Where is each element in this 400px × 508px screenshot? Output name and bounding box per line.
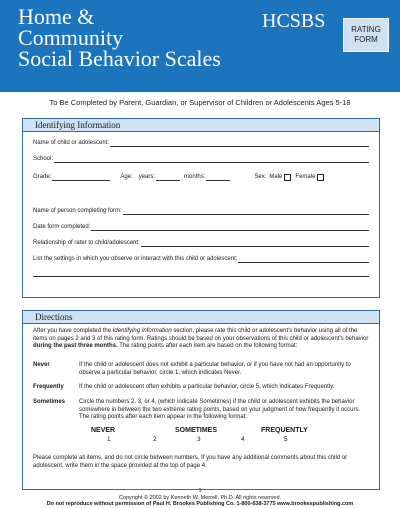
rating-badge-line-2: FORM xyxy=(354,35,378,44)
settings-row xyxy=(33,255,369,263)
date-completed-row xyxy=(33,223,369,231)
form-abbreviation: HCSBS xyxy=(262,10,326,32)
months-label: months: xyxy=(184,174,206,180)
directions-p1-text-a: After you have completed the xyxy=(33,328,113,334)
scale-number-4: 4 xyxy=(241,436,245,443)
directions-paragraph-1 xyxy=(33,328,369,351)
scale-sometimes-label: SOMETIMES xyxy=(175,427,218,434)
form-subtitle: To Be Completed by Parent, Guardian, or Supervisor of Children or Adolescents Ages 5-18 xyxy=(49,98,351,107)
scale-number-5: 5 xyxy=(284,436,288,443)
male-label: Male xyxy=(269,174,283,180)
grade-label: Grade: xyxy=(33,174,52,180)
years-label: years: xyxy=(138,174,156,180)
scale-number-2: 2 xyxy=(153,436,157,443)
female-label: Female xyxy=(295,174,316,180)
school-row xyxy=(33,155,369,163)
child-name-field[interactable] xyxy=(110,140,369,147)
never-term: Never xyxy=(33,362,50,368)
settings-extra-line[interactable] xyxy=(33,276,369,277)
scale-number-3: 3 xyxy=(197,436,201,443)
relationship-field[interactable] xyxy=(141,240,369,247)
title-line-3: Social Behavior Scales xyxy=(18,46,221,71)
completing-person-field[interactable] xyxy=(123,208,369,215)
grade-age-sex-row xyxy=(33,173,369,181)
directions-paragraph-2: Please complete all items, and do not circle between numbers. If you have any additional comments about this child or adolescent, write them in the space provided at the top of page 4. xyxy=(33,455,348,469)
male-checkbox[interactable] xyxy=(284,174,291,181)
header-banner xyxy=(0,0,400,92)
completing-person-row xyxy=(33,207,369,215)
months-field[interactable] xyxy=(206,174,230,181)
sex-label: Sex: xyxy=(254,174,267,180)
copyright-line: Copyright © 2002 by Kenneth W. Merrell, Ph.D. All rights reserved. xyxy=(118,495,282,501)
identifying-information-heading: Identifying Information xyxy=(23,119,379,132)
years-field[interactable] xyxy=(156,174,180,181)
child-name-row xyxy=(33,139,369,147)
relationship-row xyxy=(33,239,369,247)
child-name-label: Name of child or adolescent: xyxy=(33,140,110,146)
rating-badge-line-1: RATING xyxy=(351,25,381,34)
relationship-label: Relationship of rater to child/adolescent: xyxy=(33,240,140,246)
directions-p1-text-c: The rating points after each item are based on the following format: xyxy=(117,343,298,349)
directions-heading: Directions xyxy=(23,311,379,324)
sometimes-term: Sometimes xyxy=(33,399,66,405)
never-definition: If the child or adolescent does not exhibit a particular behavior, or if you have not had an opportunity to observe a particular behavior, circle 1, which indicates Never. xyxy=(79,362,351,376)
reproduction-notice: Do not reproduce without permission of Paul H. Brookes Publishing Co. 1-800-638-3775 www.brookespublishing.com xyxy=(46,501,354,507)
identifying-information-panel xyxy=(22,118,380,298)
scale-frequently-label: FREQUENTLY xyxy=(261,427,308,434)
form-title xyxy=(18,6,288,69)
directions-p1-text-b: section, please rate this child or adolescent's behavior using all of the items on pages 2 and 3 of this rating form. Ratings should be based on your observations of this child or adolescent's behavior xyxy=(33,328,369,342)
school-label: School: xyxy=(33,156,54,162)
scale-never-label: NEVER xyxy=(91,427,116,434)
directions-p1-bold: during the past three months. xyxy=(33,343,118,349)
grade-field[interactable] xyxy=(52,174,110,181)
directions-panel xyxy=(22,310,380,490)
settings-field[interactable] xyxy=(238,256,369,263)
school-field[interactable] xyxy=(54,156,369,163)
title-line-2: Community xyxy=(18,25,124,50)
frequently-term: Frequently xyxy=(33,384,64,390)
completing-person-label: Name of person completing form: xyxy=(33,208,122,214)
settings-label: List the settings in which you observe or interact with this child or adolescent: xyxy=(33,256,238,262)
rating-form-badge xyxy=(343,18,389,52)
date-completed-label: Date form completed: xyxy=(33,224,91,230)
frequently-definition: If the child or adolescent often exhibits a particular behavior, circle 5, which indicates Frequently. xyxy=(79,384,335,390)
title-line-1: Home & xyxy=(18,4,95,29)
scale-number-1: 1 xyxy=(107,436,111,443)
age-label: Age: xyxy=(120,174,133,180)
rating-scale-example xyxy=(83,427,323,447)
directions-p1-italic: Identifying Information xyxy=(112,328,172,334)
female-checkbox[interactable] xyxy=(317,174,324,181)
date-completed-field[interactable] xyxy=(91,224,369,231)
page-number: 1 xyxy=(198,488,202,494)
sometimes-definition: Circle the numbers 2, 3, or 4, (which indicate Sometimes) if the child or adolescent exhibits the behavior somewhere in between the two extreme rating points, based on your judgment of how frequently it occurs. The rating points after each item appear in the following format: xyxy=(79,399,361,420)
